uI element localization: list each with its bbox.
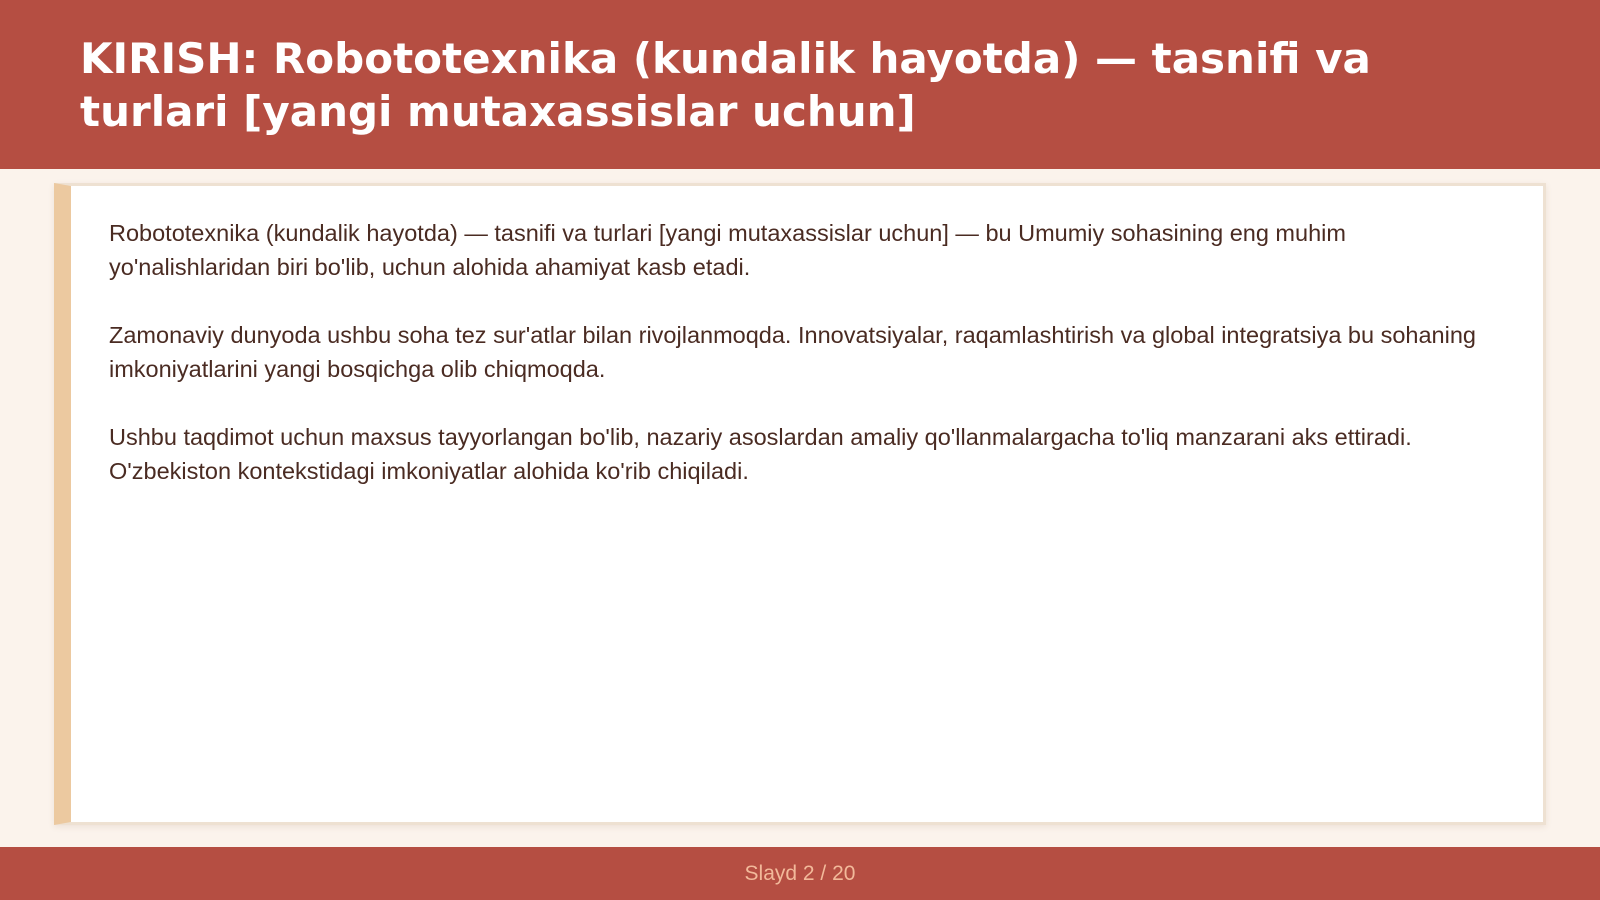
- slide-footer: [0, 847, 1600, 900]
- content-card: [54, 183, 1546, 825]
- slide-header: [0, 0, 1600, 169]
- slide-number: Slayd 2 / 20: [744, 861, 856, 885]
- development-paragraph: Zamonaviy dunyoda ushbu soha tez sur'atlar bilan rivojlanmoqda. Innovatsiyalar, raqamlashtirish va global integratsiya bu sohaning imkoniyatlarini yangi bosqichga olib chiqmoqda.: [109, 322, 1476, 382]
- slide-title: KIRISH: Robototexnika (kundalik hayotda) — tasnifi va turlari [yangi mutaxassislar uchun]: [80, 34, 1371, 136]
- presentation-paragraph: Ushbu taqdimot uchun maxsus tayyorlangan bo'lib, nazariy asoslardan amaliy qo'llanmalargacha to'liq manzarani aks ettiradi. O'zbekiston kontekstidagi imkoniyatlar alohida ko'rib chiqiladi.: [109, 424, 1412, 484]
- intro-paragraph: Robototexnika (kundalik hayotda) — tasnifi va turlari [yangi mutaxassislar uchun] — bu Umumiy sohasining eng muhim yo'nalishlaridan biri bo'lib, uchun alohida ahamiyat kasb etadi.: [109, 220, 1346, 280]
